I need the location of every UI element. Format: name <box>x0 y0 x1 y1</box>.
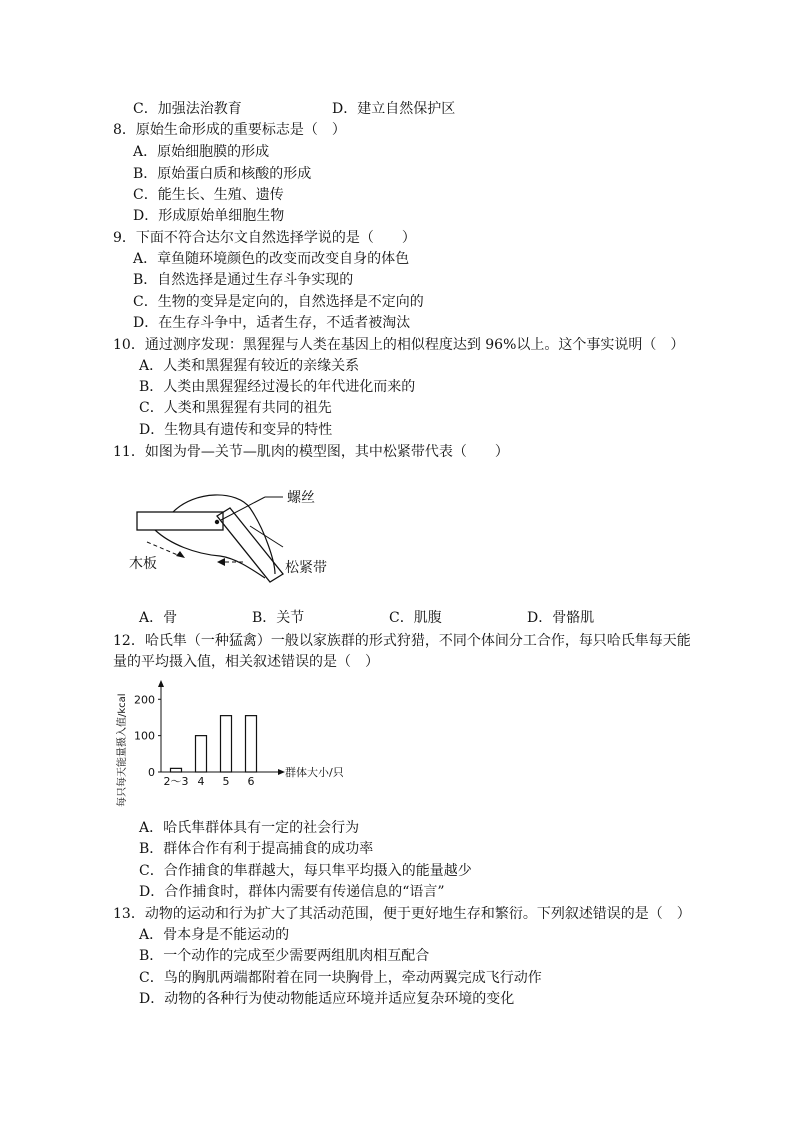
q12-option-b: B．群体合作有利于提高捕食的成功率 <box>139 841 374 857</box>
label-board: 木板 <box>129 556 157 572</box>
elastic-band-lower <box>155 530 265 578</box>
chart-bar <box>196 736 207 772</box>
q8-option-a: A．原始细胞膜的形成 <box>133 144 270 160</box>
q11-option-b: B．关节 <box>252 610 305 626</box>
chart-y-axis-label: 每只每天能量摄入值/kcal <box>117 693 128 807</box>
q7-option-d: D．建立自然保护区 <box>332 101 456 117</box>
q13-stem: 13．动物的运动和行为扩大了其活动范围，便于更好地生存和繁衍。下列叙述错误的是（ ） <box>113 906 691 922</box>
q11-option-c: C．肌腹 <box>389 610 442 626</box>
chart-x-tick-label: 4 <box>197 775 205 788</box>
q12-stem-line1: 12．哈氏隼（一种猛禽）一般以家族群的形式狩猎，不同个体间分工合作，每只哈氏隼每天能 <box>113 633 691 649</box>
q10-option-c: C．人类和黑猩猩有共同的祖先 <box>139 400 332 416</box>
q13-option-a: A．骨本身是不能运动的 <box>139 927 290 943</box>
chart-y-tick-label: 100 <box>134 729 155 743</box>
q10-option-a: A．人类和黑猩猩有较近的亲缘关系 <box>139 358 360 374</box>
screw-leader-line <box>221 497 265 520</box>
chart-x-tick-label: 2～3 <box>163 775 189 788</box>
screw-dot <box>215 520 219 524</box>
chart-bar <box>171 768 182 772</box>
q12-option-a: A．哈氏隼群体具有一定的社会行为 <box>139 820 360 836</box>
arrow-head-left <box>176 551 185 558</box>
chart-y-axis-arrow <box>158 680 164 687</box>
arrow-head-bottom <box>217 558 225 566</box>
q9-option-a: A．章鱼随环境颜色的改变而改变自身的体色 <box>133 251 410 267</box>
q8-option-b: B．原始蛋白质和核酸的形成 <box>133 166 312 182</box>
q9-option-c: C．生物的变异是定向的，自然选择是不定向的 <box>133 294 424 310</box>
chart-x-tick-label: 6 <box>247 775 255 788</box>
q12-option-c: C．合作捕食的隼群越大，每只隼平均摄入的能量越少 <box>139 863 472 879</box>
chart-bar <box>246 716 257 772</box>
q12-option-d: D．合作捕食时，群体内需要有传递信息的“语言” <box>139 884 445 900</box>
label-band: 松紧带 <box>285 560 327 576</box>
q8-option-d: D．形成原始单细胞生物 <box>133 208 285 224</box>
q11-stem: 11．如图为骨—关节—肌肉的模型图，其中松紧带代表（ ） <box>113 444 509 460</box>
chart-y-tick-label: 200 <box>134 693 155 707</box>
q12-stem-line2: 量的平均摄入值，相关叙述错误的是（ ） <box>113 654 379 670</box>
chart-x-axis-label: 群体大小/只 <box>285 766 344 779</box>
q13-option-b: B．一个动作的完成至少需要两组肌肉相互配合 <box>139 948 430 964</box>
q13-option-d: D．动物的各种行为使动物能适应环境并适应复杂环境的变化 <box>139 991 515 1007</box>
q9-stem: 9．下面不符合达尔文自然选择学说的是（ ） <box>113 230 416 246</box>
q10-stem: 10．通过测序发现：黑猩猩与人类在基因上的相似程度达到 96%以上。这个事实说明（ ） <box>113 337 685 353</box>
q8-stem: 8．原始生命形成的重要标志是（ ） <box>113 122 346 138</box>
q10-option-b: B．人类由黑猩猩经过漫长的年代进化而来的 <box>139 379 416 395</box>
bone-joint-muscle-model-figure <box>125 482 345 592</box>
lower-board <box>217 508 283 582</box>
chart-y-tick-label: 0 <box>148 766 155 779</box>
q8-option-c: C．能生长、生殖、遗传 <box>133 187 284 203</box>
q10-option-d: D．生物具有遗传和变异的特性 <box>139 422 333 438</box>
band-leader-line <box>250 526 283 547</box>
chart-bar <box>221 716 232 772</box>
q11-option-a: A．骨 <box>139 610 178 626</box>
q11-option-d: D．骨骼肌 <box>527 610 595 626</box>
chart-x-tick-label: 5 <box>222 775 230 788</box>
chart-x-axis-arrow <box>278 769 285 775</box>
upper-board <box>137 512 223 530</box>
q7-option-c: C．加强法治教育 <box>133 101 242 117</box>
q9-option-b: B．自然选择是通过生存斗争实现的 <box>133 272 354 288</box>
energy-intake-bar-chart <box>113 672 373 812</box>
q13-option-c: C．鸟的胸肌两端都附着在同一块胸骨上，牵动两翼完成飞行动作 <box>139 970 542 986</box>
label-screw: 螺丝 <box>287 490 315 506</box>
q9-option-d: D．在生存斗争中，适者生存，不适者被淘汰 <box>133 315 411 331</box>
